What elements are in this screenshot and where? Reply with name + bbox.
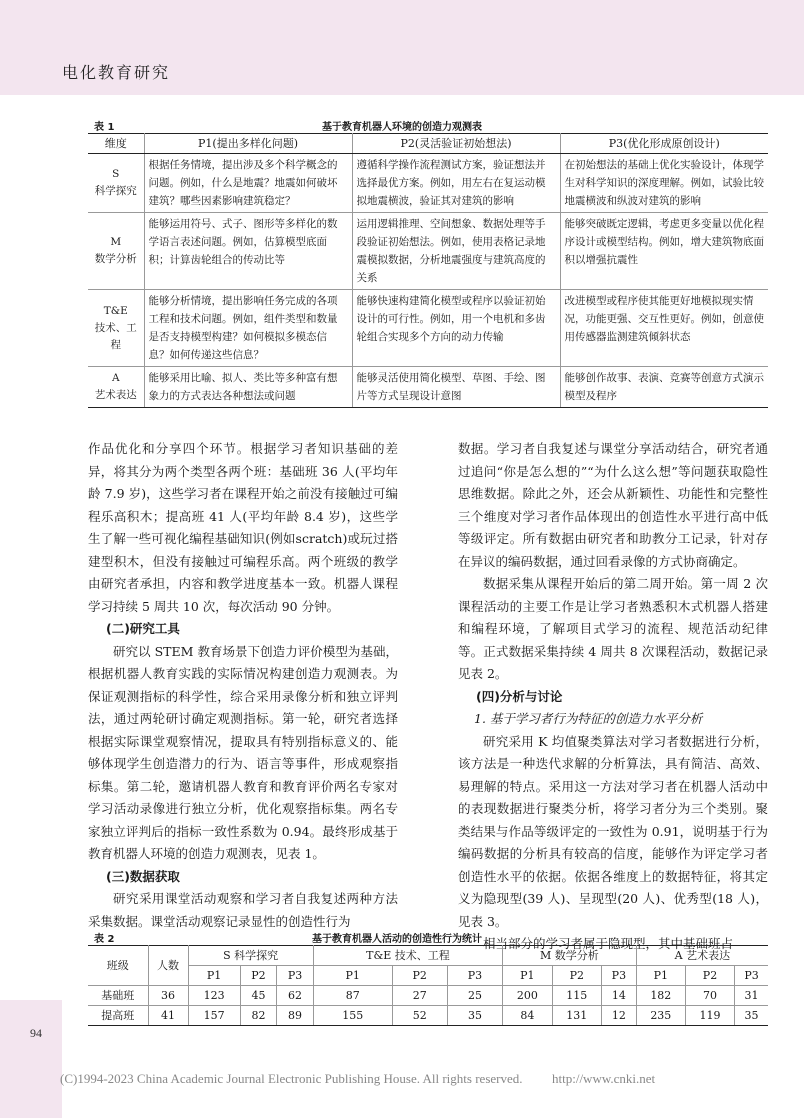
table-cell: 235: [636, 1006, 685, 1026]
table-cell: 14: [602, 986, 637, 1006]
table-row: [88, 1006, 768, 1026]
group-header: M 数学分析: [503, 946, 637, 966]
table-cell: 31: [735, 986, 768, 1006]
sub-header: P3: [735, 966, 768, 986]
paragraph: 相当部分的学习者属于隐现型，其中基础班占: [483, 936, 734, 951]
table-cell: 在初始想法的基础上优化实验设计，体现学生对科学知识的深度理解。例如，试验比较地震横波和纵波对建筑的影响: [560, 154, 768, 213]
table-cell: 能够突破既定逻辑，考虑更多变量以优化程序设计或模型结构。例如，增大建筑物底面积以增强抗震性: [560, 213, 768, 290]
table1-header: P2(灵活验证初始想法): [352, 134, 560, 154]
dimension-cell: S 科学探究: [88, 154, 144, 213]
paragraph: 研究以 STEM 教育场景下创造力评价模型为基础，根据机器人教育实践的实际情况构建创造力观测表。为保证观测指标的科学性，综合采用录像分析和独立评判法，通过两轮研讨确定观测指标。第一轮，研究者选择根据实际课堂观察情况，提取具有特别指标意义的、能够体现学生创造潜力的行为、语言等事件，形成观察指标集。第二轮，邀请机器人教育和教育评价两名专家对学习活动录像进行独立分析，优化观察指标集。两名专家独立评判后的指标一致性系数为 0.94。最终形成基于教育机器人环境的创造力观测表，见表 1。: [88, 643, 398, 861]
class-name: 提高班: [88, 1006, 148, 1026]
table-cell: 运用逻辑推理、空间想象、数据处理等手段验证初始想法。例如，使用表格记录地震模拟数据，分析地震强度与建筑高度的关系: [352, 213, 560, 290]
table1-header: P1(提出多样化问题): [144, 134, 352, 154]
table-cell: 27: [392, 986, 447, 1006]
page-number-band: [0, 1000, 62, 1118]
sub-header: P1: [503, 966, 552, 986]
creativity-observation-table: [88, 133, 768, 408]
column-header: 班级: [88, 946, 148, 986]
sub-header: P2: [392, 966, 447, 986]
dimension-cell: T&E 技术、工程: [88, 290, 144, 367]
table-row: [88, 986, 768, 1006]
table-cell: 119: [685, 1006, 734, 1026]
body-left-column: [88, 438, 398, 933]
table2-title: 基于教育机器人活动的创造性行为统计: [312, 934, 482, 945]
sub-header: P2: [685, 966, 734, 986]
table-cell: 能够创作故事、表演、竞赛等创意方式演示模型及程序: [560, 367, 768, 408]
page-number: 94: [30, 1026, 42, 1040]
table-cell: 能够灵活使用简化模型、草图、手绘、图片等方式呈现设计意图: [352, 367, 560, 408]
copyright-text: (C)1994-2023 China Academic Journal Electronic Publishing House. All rights reserved.: [60, 1071, 523, 1086]
footer-url: http://www.cnki.net: [552, 1071, 656, 1086]
sub-header: P2: [552, 966, 601, 986]
table-cell: 89: [277, 1006, 314, 1026]
paragraph: 数据采集从课程开始后的第二周开始。第一周 2 次课程活动的主要工作是让学习者熟悉积木式机器人搭建和编程环境，了解项目式学习的流程、规范活动纪律等。正式数据采集持续 4 周共 8 次课程活动，数据记录见表 2。: [458, 576, 768, 681]
dimension-cell: M 数学分析: [88, 213, 144, 290]
table-row: [88, 290, 768, 367]
sub-header: P3: [447, 966, 502, 986]
copyright-footer: [60, 1071, 656, 1087]
table-cell: 200: [503, 986, 552, 1006]
table1-header: 维度: [88, 134, 144, 154]
sub-header: P1: [188, 966, 240, 986]
paragraph: 数据。学习者自我复述与课堂分享活动结合，研究者通过追问“你是怎么想的”“为什么这么想”等问题获取隐性思维数据。除此之外，还会从新颖性、功能性和完整性三个维度对学习者作品体现出的创造性水平进行高中低等级评定。所有数据由研究者和助教分工记录，针对存在异议的编码数据，通过回看录像的方式协商确定。: [458, 441, 768, 569]
column-header: 人数: [148, 946, 188, 986]
table-row: [88, 367, 768, 408]
section-heading: (四)分析与讨论: [476, 688, 563, 704]
table-cell: 遵循科学操作流程测试方案，验证想法并选择最优方案。例如，用左右在复运动模拟地震横波，验证其对建筑的影响: [352, 154, 560, 213]
table-cell: 87: [313, 986, 392, 1006]
table-cell: 52: [392, 1006, 447, 1026]
table-cell: 12: [602, 1006, 637, 1026]
table-cell: 115: [552, 986, 601, 1006]
table-cell: 70: [685, 986, 734, 1006]
table1-title: 基于教育机器人环境的创造力观测表: [322, 122, 482, 133]
table-cell: 能够采用比喻、拟人、类比等多种富有想象力的方式表达各种想法或问题: [144, 367, 352, 408]
table-cell: 35: [735, 1006, 768, 1026]
table-cell: 25: [447, 986, 502, 1006]
group-header: A 艺术表达: [636, 946, 768, 966]
table-cell: 182: [636, 986, 685, 1006]
table-row: [88, 154, 768, 213]
table-cell: 45: [240, 986, 277, 1006]
student-count: 36: [148, 986, 188, 1006]
journal-title: 电化教育研究: [62, 63, 171, 82]
table2-label: 表 2: [94, 934, 115, 945]
table-cell: 35: [447, 1006, 502, 1026]
table-cell: 155: [313, 1006, 392, 1026]
table-cell: 改进模型或程序使其能更好地模拟现实情况，功能更强、交互性更好。例如，创意使用传感器监测建筑倾斜状态: [560, 290, 768, 367]
sub-header: P3: [602, 966, 637, 986]
subsection-heading: 1. 基于学习者行为特征的创造力水平分析: [474, 711, 703, 726]
table-cell: 84: [503, 1006, 552, 1026]
table-cell: 根据任务情境，提出涉及多个科学概念的问题。例如，什么是地震？地震如何破坏建筑？哪些因素影响建筑稳定？: [144, 154, 352, 213]
paragraph: 研究采用 K 均值聚类算法对学习者数据进行分析，该方法是一种迭代求解的分析算法，具有简洁、高效、易理解的特点。采用这一方法对学习者在机器人活动中的表现数据进行聚类分析，将学习者分为三个类别。聚类结果与作品等级评定的一致性为 0.91，说明基于行为编码数据的分析具有较高的信度，能够作为评定学习者创造性水平的依据。依据各维度上的数据特征，将其定义为隐现型(39 人)、呈现型(20 人)、优秀型(18 人)，见表 3。: [458, 733, 768, 929]
sub-header: P1: [313, 966, 392, 986]
journal-header: [0, 0, 804, 95]
sub-header: P3: [277, 966, 314, 986]
table-cell: 131: [552, 1006, 601, 1026]
table1-label: 表 1: [94, 122, 115, 133]
group-header: S 科学探究: [188, 946, 313, 966]
creative-behavior-stats-table: [88, 945, 768, 1026]
table-cell: 123: [188, 986, 240, 1006]
table-cell: 62: [277, 986, 314, 1006]
student-count: 41: [148, 1006, 188, 1026]
body-right-column: [458, 438, 768, 956]
class-name: 基础班: [88, 986, 148, 1006]
section-heading: (三)数据获取: [106, 868, 180, 884]
table-row: [88, 213, 768, 290]
table-cell: 能够运用符号、式子、图形等多样化的数学语言表述问题。例如，估算模型底面积；计算齿轮组合的传动比等: [144, 213, 352, 290]
dimension-cell: A 艺术表达: [88, 367, 144, 408]
group-header: T&E 技术、工程: [313, 946, 502, 966]
table-cell: 能够分析情境，提出影响任务完成的各项工程和技术问题。例如，组件类型和数量是否支持模型构建？如何模拟多模态信息？如何传递这些信息？: [144, 290, 352, 367]
table-cell: 82: [240, 1006, 277, 1026]
paragraph: 研究采用课堂活动观察和学习者自我复述两种方法采集数据。课堂活动观察记录显性的创造性行为: [88, 891, 398, 929]
section-heading: (二)研究工具: [106, 621, 180, 636]
sub-header: P2: [240, 966, 277, 986]
table-cell: 157: [188, 1006, 240, 1026]
sub-header: P1: [636, 966, 685, 986]
table1-header: P3(优化形成原创设计): [560, 134, 768, 154]
paragraph: 作品优化和分享四个环节。根据学习者知识基础的差异，将其分为两个类型各两个班：基础班 36 人(平均年龄 7.9 岁)，这些学习者在课程开始之前没有接触过可编程乐高积木；提高班 41 人(平均年龄 8.4 岁)，这些学生了解一些可视化编程基础知识(例如scratch)或玩过搭建型积木，但没有接触过可编程乐高。两个班级的教学由研究者承担，内容和教学进度基本一致。机器人课程学习持续 5 周共 10 次，每次活动 90 分钟。: [88, 441, 398, 614]
table-cell: 能够快速构建简化模型或程序以验证初始设计的可行性。例如，用一个电机和多齿轮组合实现多个方向的动力传输: [352, 290, 560, 367]
